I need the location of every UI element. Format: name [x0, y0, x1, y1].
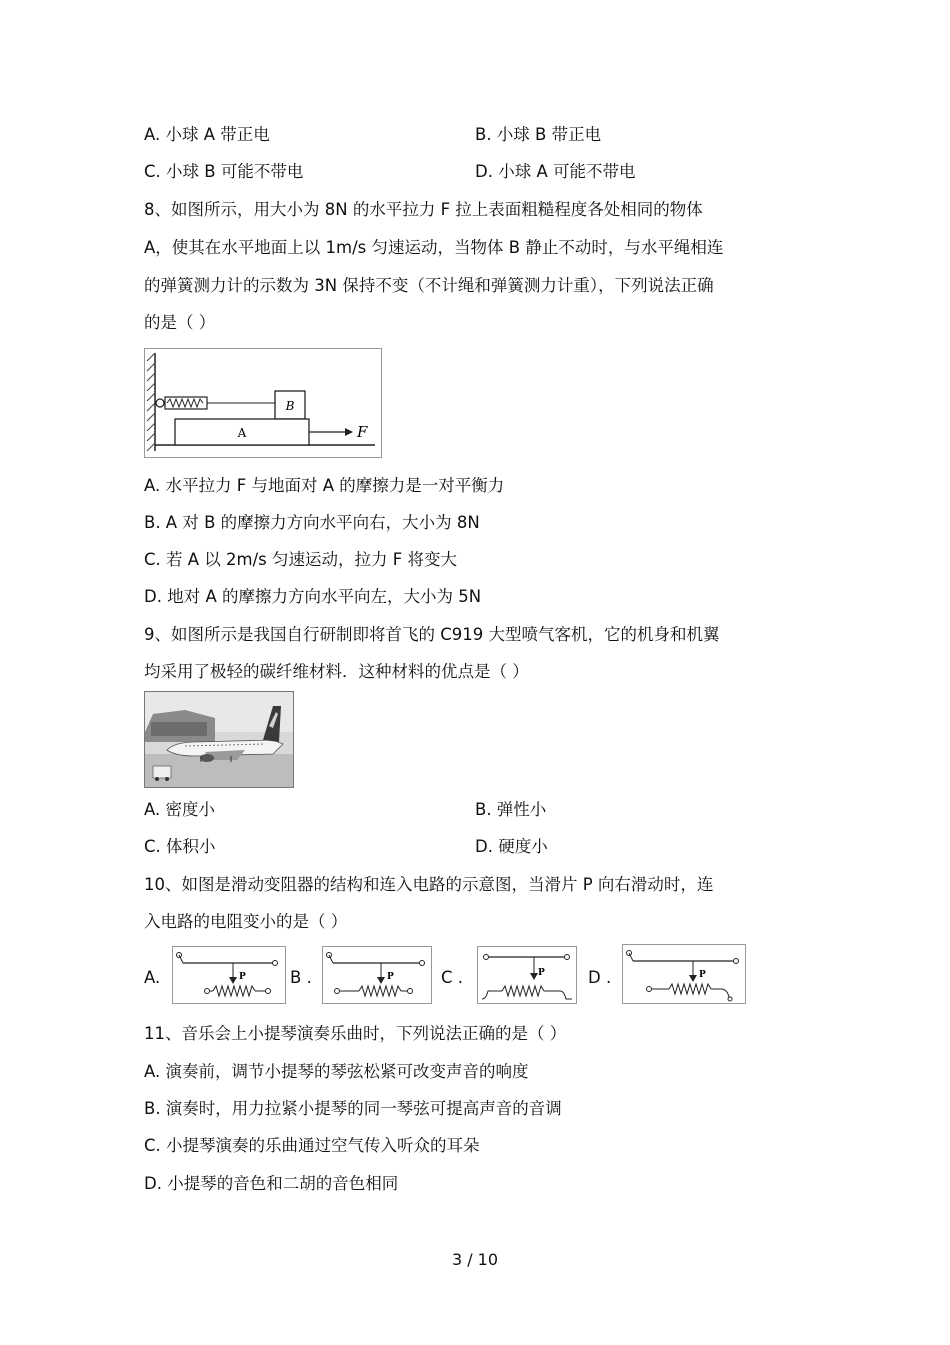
q10-label-c: C . [441, 968, 464, 987]
q9-stem-line1: 9、如图所示是我国自行研制即将首飞的 C919 大型喷气客机，它的机身和机翼 [144, 625, 720, 644]
q8-option-a: A. 水平拉力 F 与地面对 A 的摩擦力是一对平衡力 [144, 476, 505, 495]
slider-label: P [538, 968, 545, 978]
q10-label-a: A. [144, 968, 161, 987]
q10-label-b: B . [290, 968, 312, 987]
q9-stem-line2: 均采用了极轻的碳纤维材料．这种材料的优点是（ ） [144, 662, 529, 681]
q11-option-c: C. 小提琴演奏的乐曲通过空气传入听众的耳朵 [144, 1136, 480, 1155]
rheostat-d-svg [623, 945, 745, 1003]
q9-airplane-photo [144, 691, 294, 788]
q8-option-c: C. 若 A 以 2m/s 匀速运动，拉力 F 将变大 [144, 550, 457, 569]
q7-option-c: C. 小球 B 可能不带电 [144, 162, 304, 181]
q8-option-b: B. A 对 B 的摩擦力方向水平向右，大小为 8N [144, 513, 480, 532]
block-a-label: A [237, 426, 247, 440]
slider-label: P [387, 972, 394, 982]
q9-option-c: C. 体积小 [144, 837, 216, 856]
q8-stem-line3: 的弹簧测力计的示数为 3N 保持不变（不计绳和弹簧测力计重），下列说法正确 [144, 276, 714, 295]
q8-figure [144, 348, 382, 458]
q8-stem-line4: 的是（ ） [144, 313, 216, 332]
q11-stem: 11、音乐会上小提琴演奏乐曲时，下列说法正确的是（ ） [144, 1024, 567, 1043]
q10-rheostat-c [477, 946, 577, 1004]
q10-rheostat-d [622, 944, 746, 1004]
q7-option-d: D. 小球 A 可能不带电 [475, 162, 636, 181]
block-b-label: B [285, 399, 295, 413]
q10-stem-line2: 入电路的电阻变小的是（ ） [144, 912, 348, 931]
q10-label-d: D . [588, 968, 612, 987]
q9-option-d: D. 硬度小 [475, 837, 548, 856]
rheostat-b-svg [323, 947, 431, 1003]
q8-stem-line1: 8、如图所示，用大小为 8N 的水平拉力 F 拉上表面粗糙程度各处相同的物体 [144, 200, 703, 219]
q10-rheostat-a [172, 946, 286, 1004]
q8-figure-svg [145, 349, 381, 457]
q10-rheostat-b [322, 946, 432, 1004]
q10-stem-line1: 10、如图是滑动变阻器的结构和连入电路的示意图，当滑片 P 向右滑动时，连 [144, 875, 714, 894]
q11-option-d: D. 小提琴的音色和二胡的音色相同 [144, 1174, 399, 1193]
page-number: 3 / 10 [451, 1250, 499, 1269]
force-arrowhead [345, 428, 353, 436]
wall-hatch [147, 353, 155, 451]
hook-ring [156, 399, 164, 407]
q8-stem-line2: A，使其在水平地面上以 1m/s 匀速运动，当物体 B 静止不动时，与水平绳相连 [144, 238, 724, 257]
q11-option-b: B. 演奏时，用力拉紧小提琴的同一琴弦可提高声音的音调 [144, 1099, 562, 1118]
q9-option-b: B. 弹性小 [475, 800, 547, 819]
force-label: F [357, 423, 368, 441]
q11-option-a: A. 演奏前，调节小提琴的琴弦松紧可改变声音的响度 [144, 1062, 529, 1081]
rheostat-c-svg [478, 947, 576, 1003]
airplane-photo-svg [145, 692, 293, 787]
slider-label: P [699, 970, 706, 980]
q9-option-a: A. 密度小 [144, 800, 215, 819]
q7-option-b: B. 小球 B 带正电 [475, 125, 602, 144]
slider-label: P [239, 972, 246, 982]
rheostat-a-svg [173, 947, 285, 1003]
q8-option-d: D. 地对 A 的摩擦力方向水平向左，大小为 5N [144, 587, 482, 606]
q7-option-a: A. 小球 A 带正电 [144, 125, 270, 144]
